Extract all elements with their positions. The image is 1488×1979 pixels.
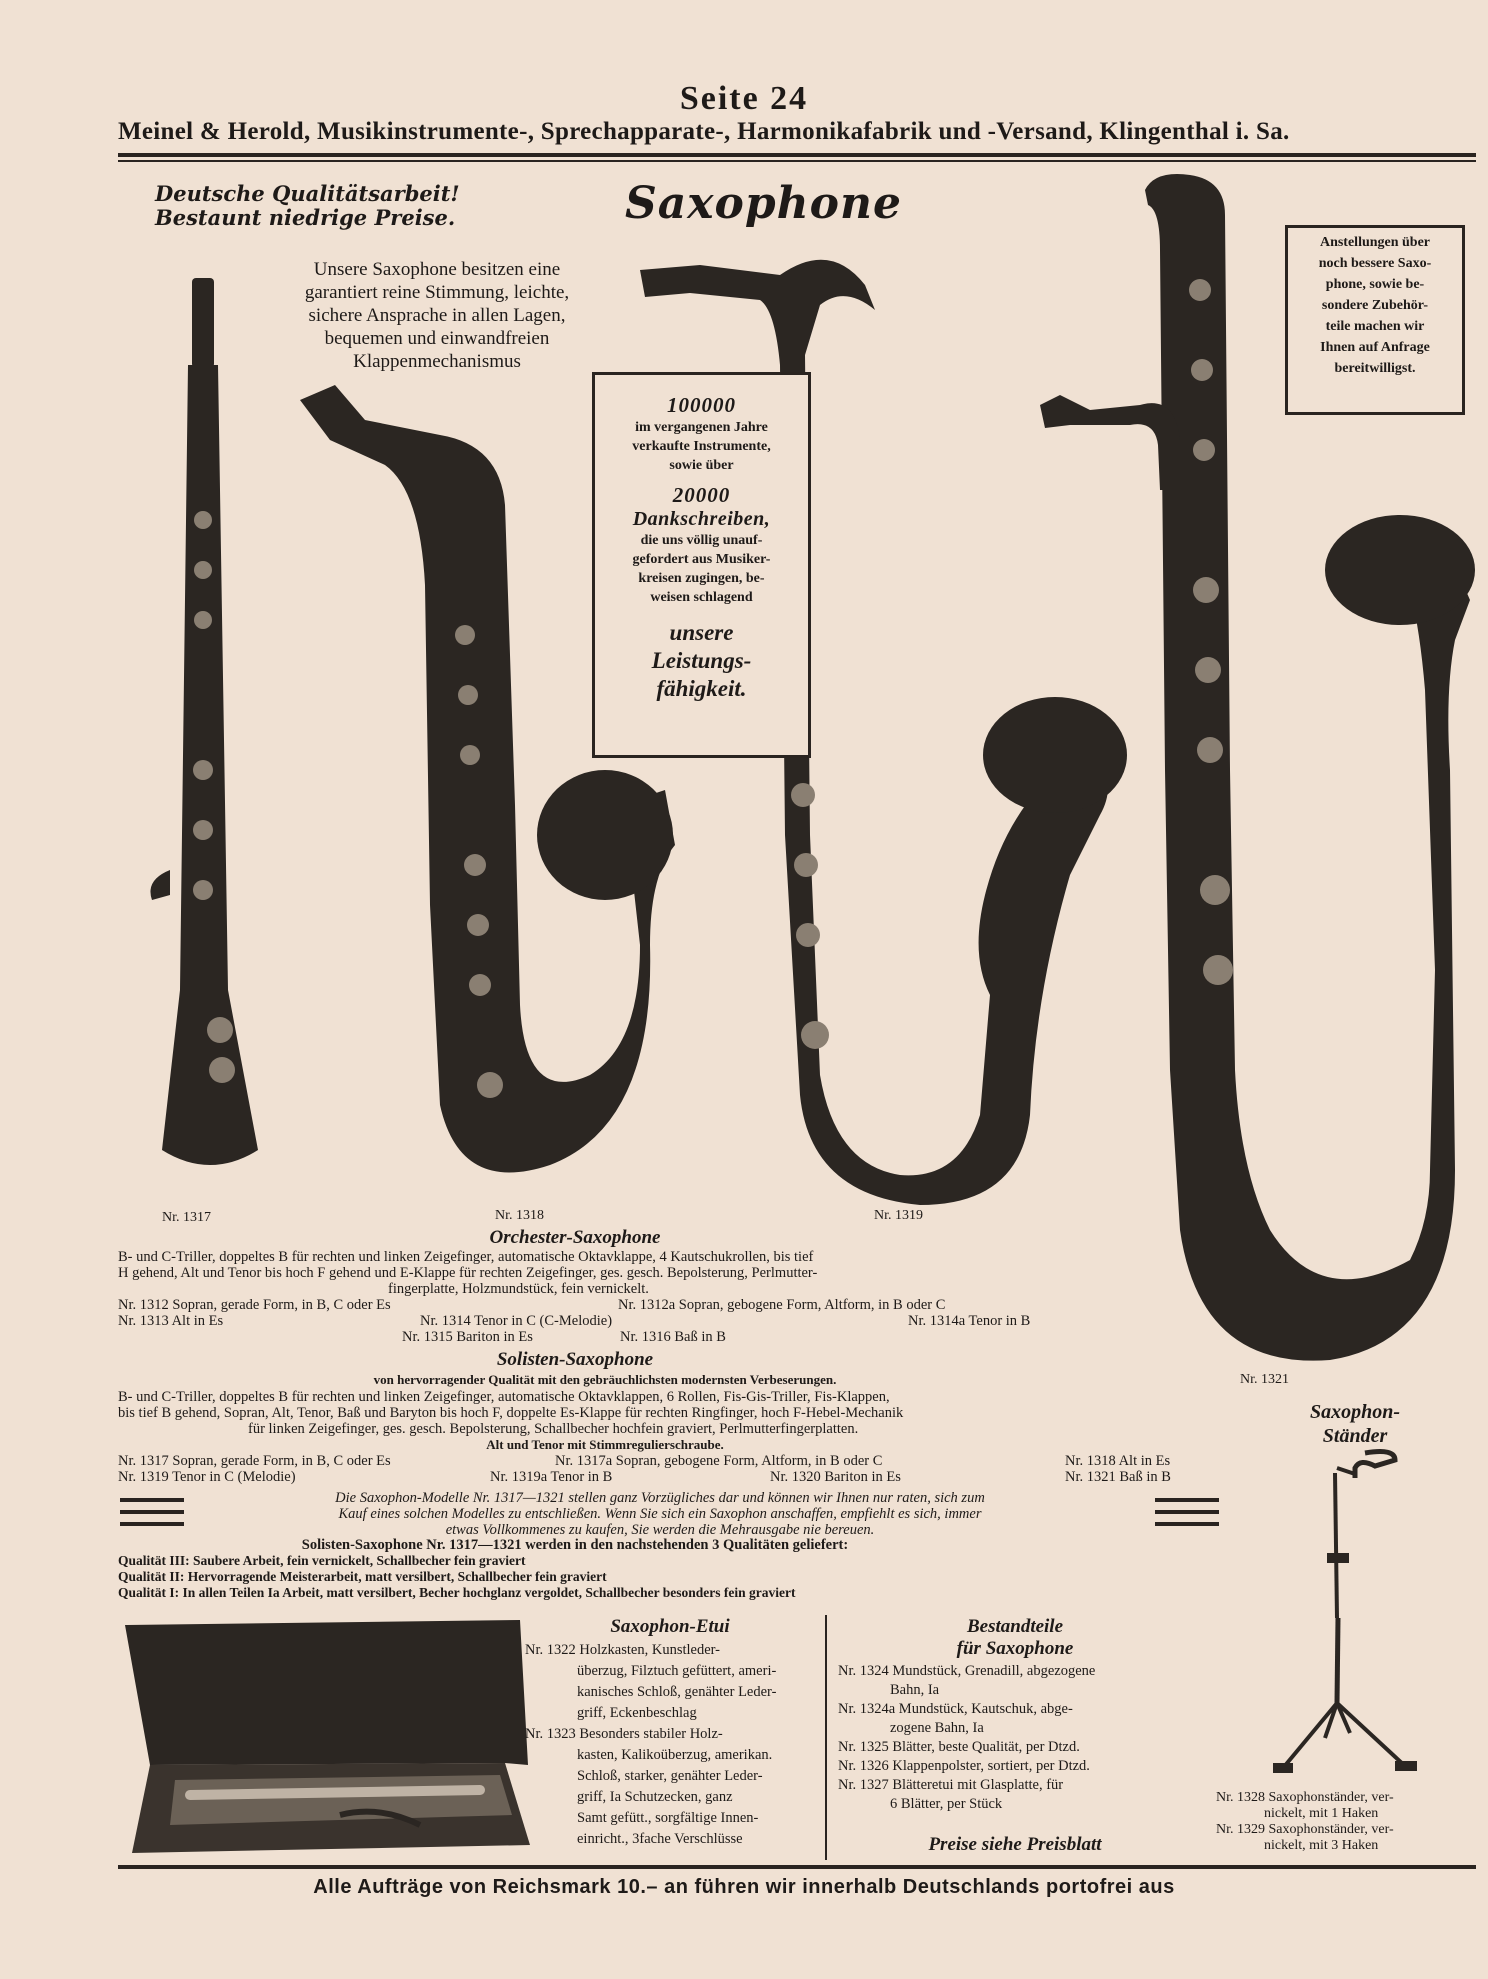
staender-heading bbox=[1240, 1400, 1470, 1448]
stats-text-line: im vergangenen Jahre bbox=[635, 420, 768, 435]
prices-note: Preise siehe Preisblatt bbox=[928, 1834, 1102, 1855]
etui-item-line: kanisches Schloß, genähter Leder- bbox=[577, 1684, 777, 1700]
footer-shipping-note: Alle Aufträge von Reichsmark 10.– an führen wir innerhalb Deutschlands portofrei aus bbox=[313, 1876, 1175, 1898]
letters-word: Dankschreiben, bbox=[632, 508, 771, 530]
page-title: Seite 24 bbox=[679, 80, 809, 117]
quality-line: Qualität III: Saubere Arbeit, fein vernickelt, Schallbecher fein graviert bbox=[118, 1553, 526, 1568]
advice-line: Die Saxophon-Modelle Nr. 1317—1321 stellen ganz Vorzügliches dar und können wir Ihnen nur raten, sich zum bbox=[335, 1490, 985, 1506]
advice-line: etwas Vollkommenes zu kaufen, Sie werden die Mehrausgabe nie bereuen. bbox=[445, 1522, 875, 1538]
bestandteile-item-line: 6 Blätter, per Stück bbox=[890, 1796, 1003, 1812]
staender-heading-line: Ständer bbox=[1322, 1425, 1388, 1447]
tagline bbox=[155, 182, 555, 230]
notice-line: noch bessere Saxo- bbox=[1318, 256, 1432, 271]
bestandteile-item-line: Nr. 1324a Mundstück, Kautschuk, abge- bbox=[838, 1701, 1073, 1717]
description-line: fingerplatte, Holzmundstück, fein vernickelt. bbox=[388, 1281, 649, 1297]
staender-item-line: Nr. 1328 Saxophonständer, ver- bbox=[1216, 1790, 1394, 1805]
description-line: H gehend, Alt und Tenor bis hoch F gehend und E-Klappe für rechten Zeigefinger, ges. gesch. Bepolsterung, Perlmutter- bbox=[118, 1265, 818, 1281]
tagline-line1: Deutsche Qualitätsarbeit! bbox=[155, 181, 460, 206]
stats-text-line: gefordert aus Musiker- bbox=[632, 552, 771, 567]
description-line: bis tief B gehend, Sopran, Alt, Tenor, Baß und Baryton bis hoch F, doppelte Es-Klappe für rechten Ringfinger, hoch F-Hebel-Mechanik bbox=[118, 1405, 904, 1421]
solisten-item: Nr. 1317a Sopran, gebogene Form, Altform, in B oder C bbox=[555, 1453, 883, 1469]
orchester-heading: Orchester-Saxophone bbox=[489, 1227, 661, 1248]
bestandteile-item-line: Nr. 1327 Blätteretui mit Glasplatte, für bbox=[838, 1777, 1064, 1793]
header-rule bbox=[118, 153, 1476, 157]
stats-text-line: weisen schlagend bbox=[650, 590, 753, 605]
etui-item-line: kasten, Kalikoüberzug, amerikan. bbox=[577, 1747, 773, 1763]
solisten-subheading: von hervorragender Qualität mit den gebräuchlichsten modernsten Verbeserungen. bbox=[373, 1372, 837, 1387]
notice-line: Anstellungen über bbox=[1319, 235, 1431, 250]
quality-line: Qualität II: Hervorragende Meisterarbeit, matt versilbert, Schallbecher fein graviert bbox=[118, 1569, 607, 1584]
staender-items bbox=[1216, 1790, 1394, 1854]
bestandteile-heading bbox=[835, 1616, 1195, 1660]
etui-heading: Saxophon-Etui bbox=[610, 1616, 730, 1637]
label-nr1319: Nr. 1319 bbox=[874, 1208, 923, 1223]
etui-item-line: Nr. 1323 Besonders stabiler Holz- bbox=[525, 1726, 723, 1742]
etui-item-line: einricht., 3fache Verschlüsse bbox=[577, 1831, 743, 1847]
sales-stats-box bbox=[592, 372, 811, 758]
decorative-bars-right bbox=[1155, 1498, 1219, 1534]
description-line: B- und C-Triller, doppeltes B für rechten und linken Zeigefinger, automatische Oktavklappen, 6 Rollen, Fis-Gis-Triller, Fis-Klappen, bbox=[118, 1389, 890, 1405]
orchester-item: Nr. 1315 Bariton in Es bbox=[402, 1329, 533, 1345]
staender-item-line: Nr. 1329 Saxophonständer, ver- bbox=[1216, 1822, 1394, 1837]
solisten-note: Alt und Tenor mit Stimmregulierschraube. bbox=[486, 1437, 724, 1452]
stats-text-line: sowie über bbox=[669, 458, 734, 473]
etui-item-line: Samt gefütt., sorgfältige Innen- bbox=[577, 1810, 759, 1826]
etui-items bbox=[525, 1640, 776, 1850]
solisten-description bbox=[118, 1389, 1218, 1437]
orchester-item: Nr. 1313 Alt in Es bbox=[118, 1313, 224, 1329]
notice-line: Ihnen auf Anfrage bbox=[1320, 340, 1430, 355]
solisten-item: Nr. 1319 Tenor in C (Melodie) bbox=[118, 1469, 296, 1485]
intro-line: Klappenmechanismus bbox=[353, 351, 521, 372]
orchester-item: Nr. 1312 Sopran, gerade Form, in B, C oder Es bbox=[118, 1297, 391, 1313]
column-divider bbox=[825, 1615, 827, 1860]
main-title: Saxophone bbox=[625, 178, 902, 229]
quality-line: Qualität I: In allen Teilen Ia Arbeit, matt versilbert, Becher hochglanz vergoldet, Schallbecher besonders fein graviert bbox=[118, 1585, 796, 1600]
tagline-line2: Bestaunt niedrige Preise. bbox=[155, 205, 456, 230]
bestandteile-item-line: zogene Bahn, Ia bbox=[890, 1720, 984, 1736]
stats-closing-line: Leistungs- bbox=[651, 648, 752, 673]
intro-line: Unsere Saxophone besitzen eine bbox=[313, 259, 561, 280]
decorative-bars-left bbox=[120, 1498, 184, 1534]
orchester-item: Nr. 1314 Tenor in C (C-Melodie) bbox=[420, 1313, 613, 1329]
description-line: B- und C-Triller, doppeltes B für rechten und linken Zeigefinger, automatische Oktavklappe, 4 Kautschukrollen, bis tief bbox=[118, 1249, 814, 1265]
intro-line: garantiert reine Stimmung, leichte, bbox=[304, 282, 570, 303]
solisten-advice bbox=[200, 1490, 1120, 1538]
bestandteile-heading-line: Bestandteile bbox=[966, 1616, 1064, 1637]
staender-heading-line: Saxophon- bbox=[1309, 1401, 1401, 1423]
bestandteile-items bbox=[838, 1662, 1095, 1814]
saxophone-case-illustration bbox=[120, 1615, 540, 1865]
etui-item-line: überzug, Filztuch gefüttert, ameri- bbox=[577, 1663, 777, 1679]
letters-number: 20000 bbox=[672, 483, 731, 507]
etui-item-line: Nr. 1322 Holzkasten, Kunstleder- bbox=[525, 1642, 721, 1658]
staender-item-line: nickelt, mit 1 Haken bbox=[1264, 1806, 1379, 1821]
orchester-item: Nr. 1316 Baß in B bbox=[620, 1329, 726, 1345]
saxophone-stand-illustration bbox=[1255, 1448, 1455, 1788]
etui-item-line: griff, Ia Schutzecken, ganz bbox=[577, 1789, 733, 1805]
notice-line: phone, sowie be- bbox=[1325, 277, 1425, 292]
solisten-item: Nr. 1317 Sopran, gerade Form, in B, C oder Es bbox=[118, 1453, 391, 1469]
intro-line: sichere Ansprache in allen Lagen, bbox=[308, 305, 566, 326]
advice-line: Kauf eines solchen Modelles zu entschließen. Wenn Sie sich ein Saxophon anschaffen, empfiehlt es sich, immer bbox=[338, 1506, 982, 1522]
notice-line: bereitwilligst. bbox=[1334, 361, 1416, 376]
sales-number: 100000 bbox=[667, 393, 736, 417]
stats-text-line: verkaufte Instrumente, bbox=[632, 439, 771, 454]
orchester-item: Nr. 1312a Sopran, gebogene Form, Altform, in B oder C bbox=[618, 1297, 946, 1313]
bestandteile-item-line: Nr. 1325 Blätter, beste Qualität, per Dtzd. bbox=[838, 1739, 1080, 1755]
orchester-description bbox=[118, 1249, 1098, 1297]
bestandteile-item-line: Bahn, Ia bbox=[890, 1682, 940, 1698]
soprano-saxophone-illustration bbox=[140, 270, 280, 1200]
qualities-intro: Solisten-Saxophone Nr. 1317—1321 werden in den nachstehenden 3 Qualitäten geliefert: bbox=[301, 1537, 849, 1553]
staender-item-line: nickelt, mit 3 Haken bbox=[1264, 1838, 1379, 1853]
header-rule-thin bbox=[118, 160, 1476, 162]
label-nr1318: Nr. 1318 bbox=[495, 1208, 544, 1223]
solisten-item: Nr. 1320 Bariton in Es bbox=[770, 1469, 901, 1485]
bestandteile-item-line: Nr. 1324 Mundstück, Grenadill, abgezogene bbox=[838, 1663, 1096, 1679]
stats-text-line: die uns völlig unauf- bbox=[640, 533, 763, 548]
bestandteile-heading-line: für Saxophone bbox=[956, 1638, 1074, 1659]
etui-item-line: griff, Eckenbeschlag bbox=[577, 1705, 697, 1721]
intro-line: bequemen und einwandfreien bbox=[324, 328, 550, 349]
intro-text bbox=[272, 258, 602, 373]
bestandteile-item-line: Nr. 1326 Klappenpolster, sortiert, per Dtzd. bbox=[838, 1758, 1090, 1774]
solisten-item: Nr. 1319a Tenor in B bbox=[490, 1469, 613, 1485]
notice-line: teile machen wir bbox=[1325, 319, 1425, 334]
solisten-item: Nr. 1321 Baß in B bbox=[1065, 1469, 1171, 1485]
footer-rule bbox=[118, 1865, 1476, 1869]
stats-text-line: kreisen zugingen, be- bbox=[638, 571, 765, 586]
company-line: Meinel & Herold, Musikinstrumente-, Sprechapparate-, Harmonikafabrik und -Versand, Klingenthal i. Sa. bbox=[118, 118, 1290, 145]
inquiry-notice-box bbox=[1285, 225, 1465, 415]
label-nr1317: Nr. 1317 bbox=[162, 1210, 211, 1225]
etui-item-line: Schloß, starker, genähter Leder- bbox=[577, 1768, 763, 1784]
qualities-list bbox=[118, 1553, 795, 1601]
stats-closing-line: fähigkeit. bbox=[656, 676, 747, 701]
orchester-item: Nr. 1314a Tenor in B bbox=[908, 1313, 1031, 1329]
stats-closing-line: unsere bbox=[669, 620, 734, 645]
label-nr1321: Nr. 1321 bbox=[1240, 1372, 1289, 1387]
solisten-item: Nr. 1318 Alt in Es bbox=[1065, 1453, 1171, 1469]
description-line: für linken Zeigefinger, ges. gesch. Bepolsterung, Schallbecher hochfein graviert, Perlmutterfingerplatten. bbox=[248, 1421, 859, 1437]
solisten-heading: Solisten-Saxophone bbox=[496, 1349, 654, 1370]
notice-line: sondere Zubehör- bbox=[1321, 298, 1429, 313]
